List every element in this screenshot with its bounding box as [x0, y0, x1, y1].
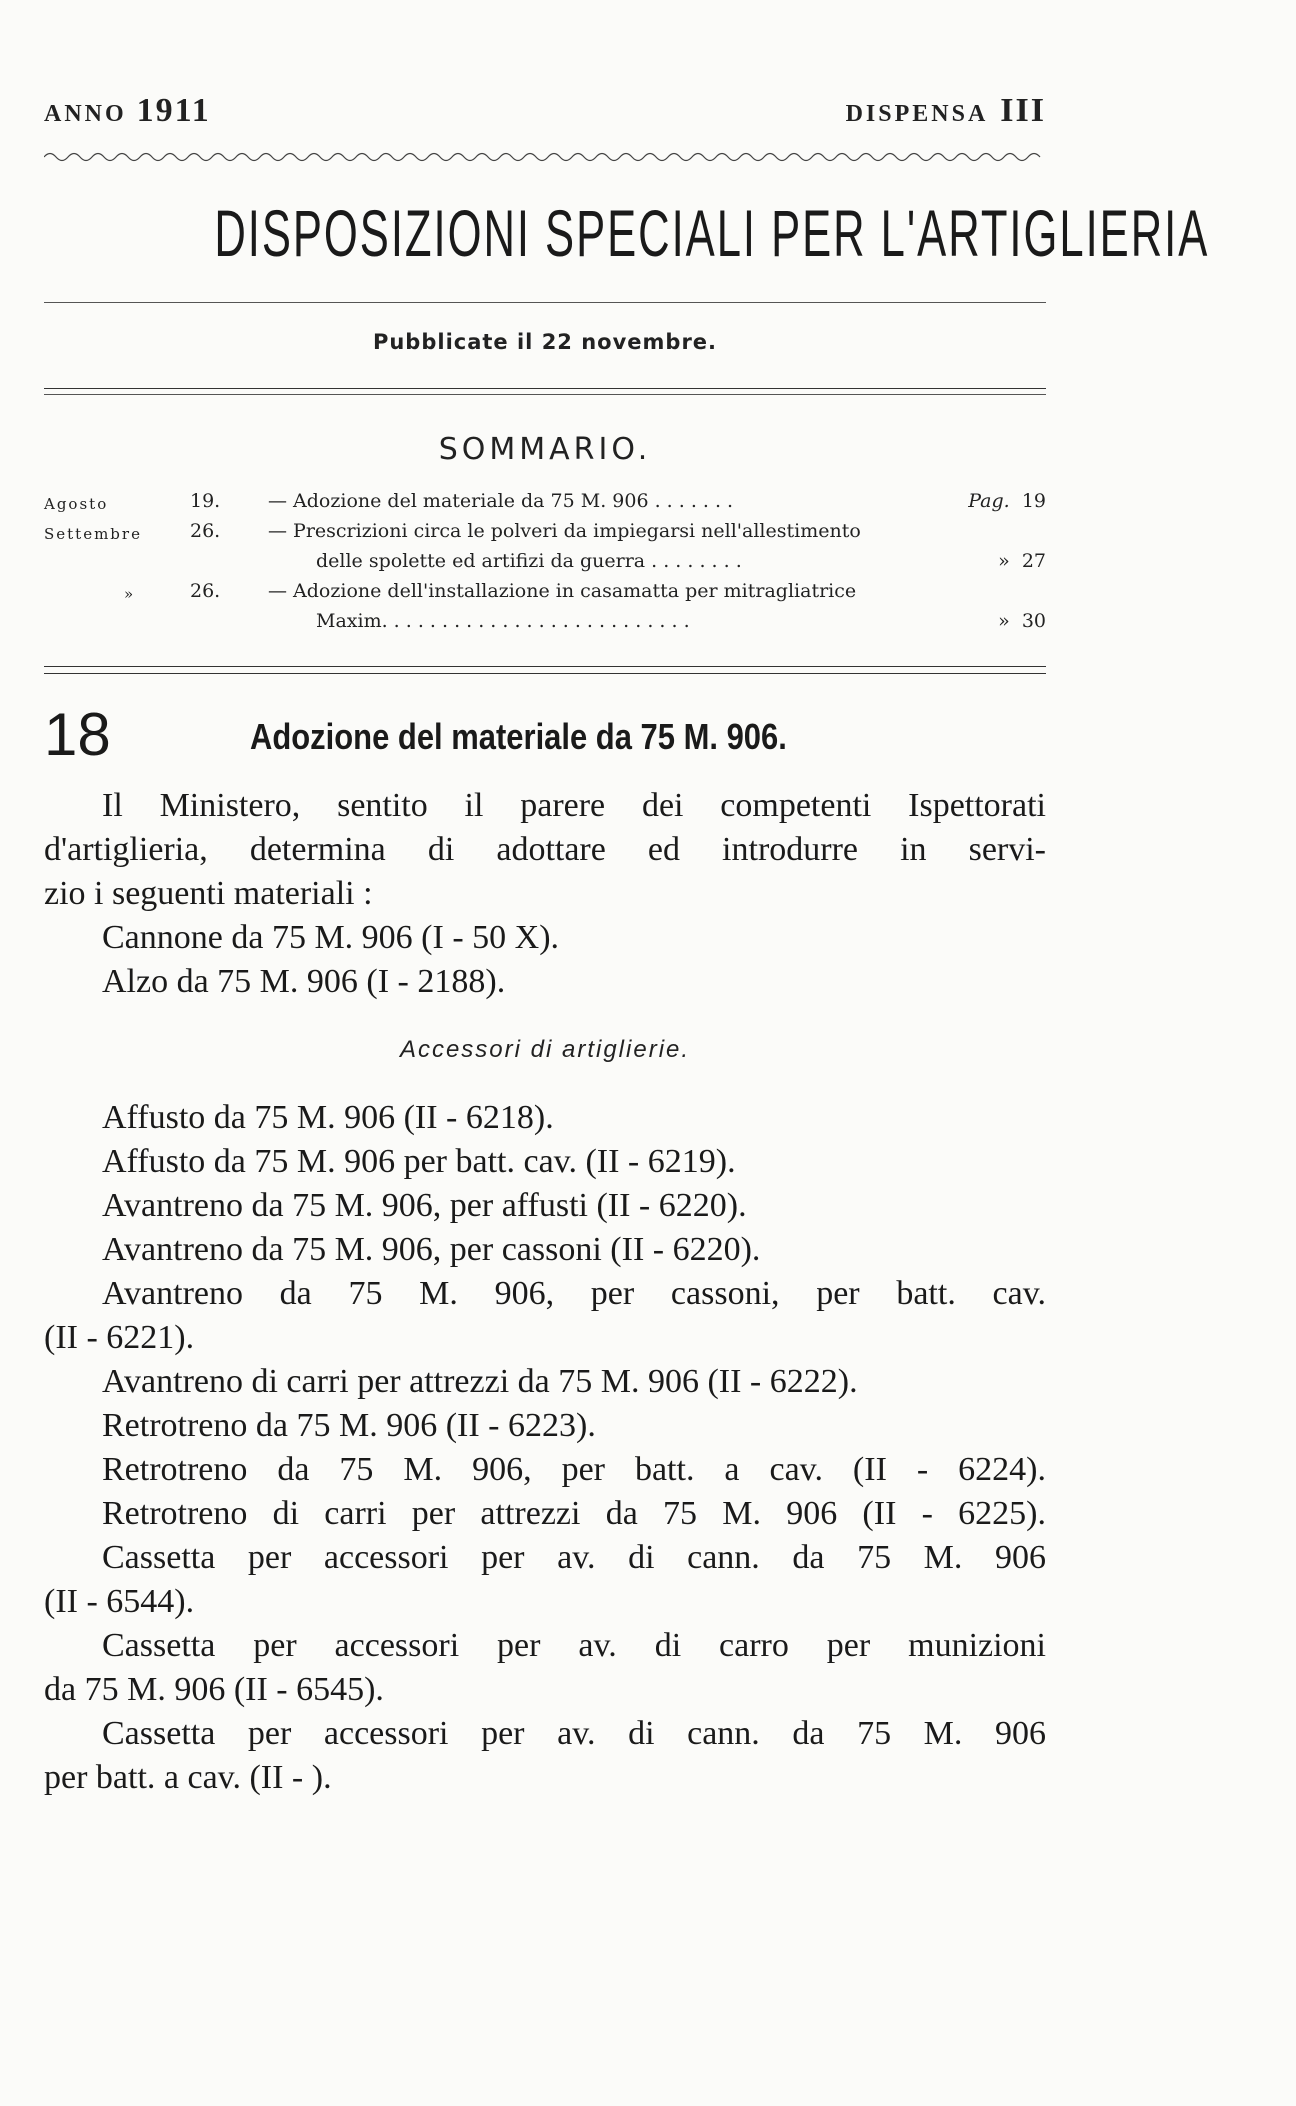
toc-entry-cont [44, 610, 1046, 640]
intro-line: d'artiglieria, determina di adottare ed introdurre in servi- [44, 831, 1046, 868]
toc-page [946, 610, 1046, 632]
subtitle-rule-bottom [44, 394, 1046, 395]
toc-text: — Adozione dell'installazione in casamatta per mitragliatrice [268, 580, 857, 602]
toc-day: 19. [190, 490, 221, 512]
anno-year: 1911 [136, 92, 211, 129]
accessori-line: Retrotreno da 75 M. 906, per batt. a cav. (II - 6224). [102, 1451, 1046, 1488]
intro-line: zio i seguenti materiali : [44, 875, 373, 912]
title-rule [44, 302, 1046, 303]
section-number: 18 [44, 701, 111, 768]
intro-line: Il Ministero, sentito il parere dei competenti Ispettorati [102, 787, 1046, 824]
accessori-line: Cassetta per accessori per av. di carro per munizioni [102, 1627, 1046, 1664]
toc-month: » [124, 585, 136, 603]
accessori-line: Retrotreno da 75 M. 906 (II - 6223). [102, 1407, 596, 1444]
toc-text: — Prescrizioni circa le polveri da impiegarsi nell'allestimento [268, 520, 861, 542]
toc-page-number: 19 [1021, 490, 1046, 512]
accessori-line: Cassetta per accessori per av. di cann. da 75 M. 906 [102, 1715, 1046, 1752]
toc-day: 26. [190, 520, 221, 542]
accessori-line: Avantreno da 75 M. 906, per cassoni (II - 6220). [102, 1231, 761, 1268]
dispensa-number: III [1000, 92, 1046, 129]
toc-page-label: » [998, 550, 1010, 572]
sommario-end-rule [44, 666, 1046, 674]
toc-entry [44, 490, 1046, 520]
toc-entry [44, 520, 1046, 550]
anno-label [44, 92, 211, 130]
accessori-line: Avantreno da 75 M. 906, per cassoni, per batt. cav. [102, 1275, 1046, 1312]
material-line: Cannone da 75 M. 906 (I - 50 X). [102, 919, 560, 956]
accessori-line: da 75 M. 906 (II - 6545). [44, 1671, 384, 1708]
toc-page [946, 490, 1046, 512]
dispensa-label [846, 92, 1046, 130]
accessori-line: Retrotreno di carri per attrezzi da 75 M. 906 (II - 6225). [102, 1495, 1046, 1532]
section-title: Adozione del materiale da 75 M. 906. [250, 716, 787, 757]
toc-text-cont: Maxim. . . . . . . . . . . . . . . . . . . . . . . . . . [316, 610, 690, 632]
page-header [44, 92, 1046, 132]
publication-date: Pubblicate il 22 novembre. [372, 330, 718, 354]
accessori-line: Affusto da 75 M. 906 per batt. cav. (II - 6219). [102, 1143, 736, 1180]
accessori-line: Avantreno da 75 M. 906, per affusti (II - 6220). [102, 1187, 747, 1224]
main-title: DISPOSIZIONI SPECIALI PER L'ARTIGLIERIA [214, 196, 1210, 270]
toc-page-label: » [998, 610, 1010, 632]
toc-month: Settembre [44, 525, 142, 543]
intro-paragraph [44, 784, 1046, 1004]
material-line: Alzo da 75 M. 906 (I - 2188). [102, 963, 506, 1000]
toc-page [946, 550, 1046, 572]
toc-entry-cont [44, 550, 1046, 580]
accessori-line: Avantreno di carri per attrezzi da 75 M. 906 (II - 6222). [102, 1363, 858, 1400]
toc-entry [44, 580, 1046, 610]
sommario-table [44, 490, 1046, 640]
accessori-list [44, 1096, 1046, 1800]
dispensa-word: DISPENSA [845, 101, 989, 127]
toc-month: Agosto [44, 495, 109, 513]
toc-page-number: 30 [1021, 610, 1046, 632]
accessori-line: per batt. a cav. (II - ). [44, 1759, 332, 1796]
toc-page-number: 27 [1021, 550, 1046, 572]
accessori-line: (II - 6221). [44, 1319, 195, 1356]
toc-text-cont: delle spolette ed artifizi da guerra . . . . . . . . [316, 550, 742, 572]
accessori-line: Affusto da 75 M. 906 (II - 6218). [102, 1099, 554, 1136]
accessori-line: Cassetta per accessori per av. di cann. da 75 M. 906 [102, 1539, 1046, 1576]
accessori-heading: Accessori di artiglierie. [399, 1036, 691, 1063]
toc-text: — Adozione del materiale da 75 M. 906 . . . . . . . [268, 490, 734, 512]
wavy-rule [44, 150, 1046, 164]
accessori-line: (II - 6544). [44, 1583, 195, 1620]
subtitle-rule-top [44, 388, 1046, 389]
anno-word: ANNO [44, 101, 127, 127]
toc-page-label: Pag. [968, 490, 1010, 512]
sommario-heading: SOMMARIO. [438, 432, 652, 467]
toc-day: 26. [190, 580, 221, 602]
